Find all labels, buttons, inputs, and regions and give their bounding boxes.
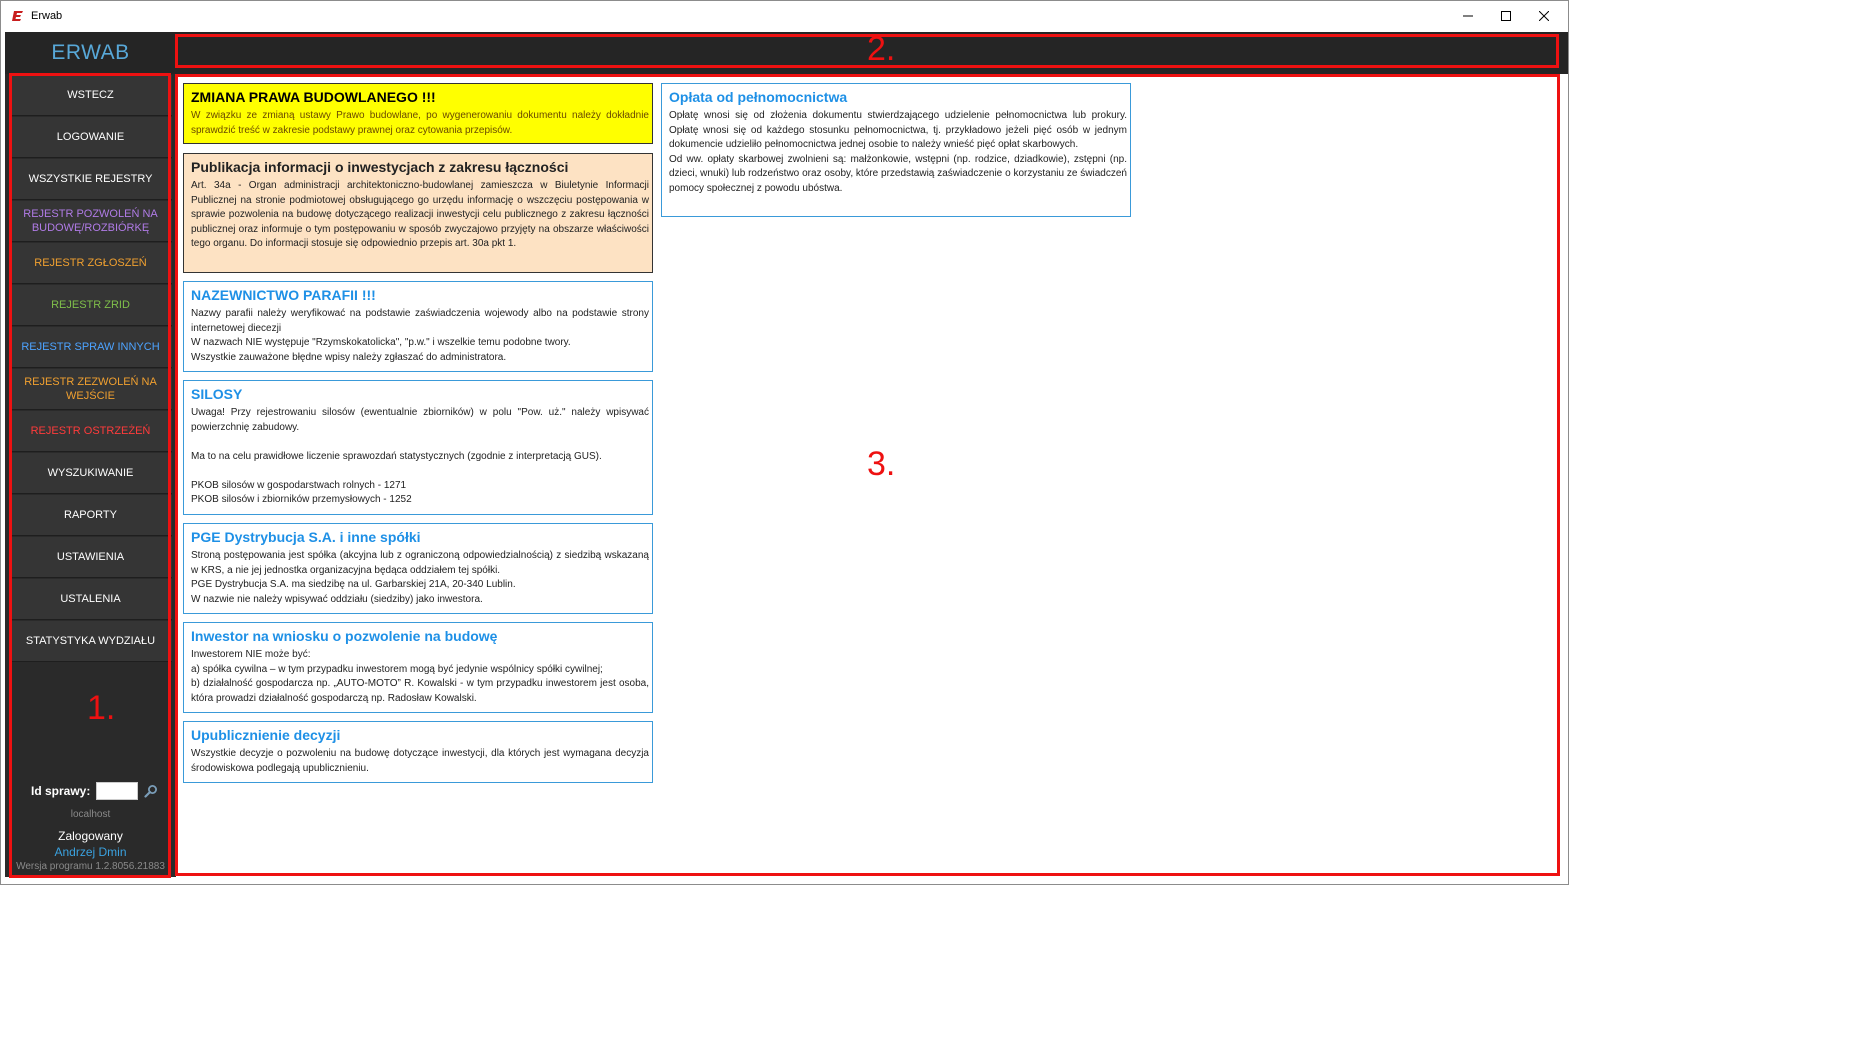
notice-line: Wszystkie zauważone błędne wpisy należy zgłaszać do administratora. [191, 351, 507, 363]
logged-in-label: Zalogowany [58, 829, 123, 843]
notice-title: ZMIANA PRAWA BUDOWLANEGO !!! [191, 89, 436, 105]
sidebar-nav [9, 75, 172, 663]
notice-line: Opłatę wnosi się od złożenia dokumentu stwierdzającego udzielenie pełnomocnictwa lub prokury. Opłatę wnosi się od każdego stosunku pełnomocnictwa, tj. przykładowo jeżeli pięć osób w jednym dokumencie udzieliło pełnomocnictwa jednej osobie to należy wnieść pięć opłat skarbowych. [669, 110, 1127, 150]
sidebar-item-rejestr-ostrzezen[interactable]: REJESTR OSTRZEŻEŃ [9, 411, 172, 452]
close-icon [1539, 11, 1549, 21]
notice-publikacja [183, 153, 653, 273]
notice-line: W nazwie nie należy wpisywać oddziału (siedziby) jako inwestora. [191, 593, 483, 605]
notice-body [669, 109, 1127, 196]
annotation-label-3: 3. [867, 445, 896, 483]
minimize-icon [1463, 11, 1473, 21]
notice-line: Stroną postępowania jest spółka (akcyjna lub z ograniczoną odpowiedzialnością) z siedzibą wskazaną w KRS, a nie jej jednostka organizacyjna będąca oddziałem tej spółki. [191, 550, 649, 576]
user-name[interactable]: Andrzej Dmin [54, 845, 127, 859]
erwab-logo-icon [11, 9, 25, 23]
magnifier-icon[interactable] [144, 784, 158, 798]
notice-line: W nazwach NIE występuje "Rzymskokatolicka", "p.w." i wszelkie temu podobne twory. [191, 337, 571, 348]
title-bar[interactable] [1, 1, 1568, 31]
notice-body [191, 648, 649, 706]
notice-line: a) spółka cywilna – w tym przypadku inwestorem mogą być jedynie wspólnicy spółki cywilnej; [191, 663, 603, 675]
notice-body [191, 179, 649, 252]
notice-upublicznienie [183, 721, 653, 783]
maximize-icon [1501, 11, 1511, 21]
window-title: Erwab [31, 10, 63, 22]
notice-line: Uwaga! Przy rejestrowaniu silosów (ewentualnie zbiorników) w polu "Pow. uż." należy wpisywać powierzchnię zabudowy. [191, 407, 649, 433]
notice-line: PKOB silosów w gospodarstwach rolnych - 1271 [191, 479, 407, 491]
notice-body [191, 307, 649, 365]
sidebar-item-wszystkie-rejestry[interactable]: WSZYSTKIE REJESTRY [9, 159, 172, 200]
host-label: localhost [70, 809, 111, 820]
close-button[interactable] [1525, 1, 1563, 31]
minimize-button[interactable] [1449, 1, 1487, 31]
maximize-button[interactable] [1487, 1, 1525, 31]
sidebar-item-rejestr-pozwolen[interactable]: REJESTR POZWOLEŃ NA BUDOWĘ/ROZBIÓRKĘ [9, 201, 172, 242]
notice-title: Inwestor na wniosku o pozwolenie na budowę [191, 628, 498, 644]
notice-line: b) działalność gospodarcza np. „AUTO-MOTO” R. Kowalski - w tym przypadku inwestorem jest osoba, która prowadzi działalność gospodarczą np. Radosław Kowalski. [191, 678, 649, 704]
notice-oplata [661, 83, 1131, 217]
sidebar-item-rejestr-zgloszen[interactable]: REJESTR ZGŁOSZEŃ [9, 243, 172, 284]
annotation-label-1: 1. [87, 689, 116, 727]
notice-body [191, 109, 649, 138]
notice-line: Wszystkie decyzje o pozwoleniu na budowę dotyczące inwestycji, dla których jest wymagana decyzja środowiskowa podlegają upublicznieniu. [191, 748, 649, 774]
notice-title: Upublicznienie decyzji [191, 727, 341, 743]
sidebar-item-rejestr-zezwolen[interactable]: REJESTR ZEZWOLEŃ NA WEJŚCIE [9, 369, 172, 410]
notice-body [191, 747, 649, 776]
case-id-input[interactable] [96, 782, 138, 800]
notice-line: Nazwy parafii należy weryfikować na podstawie zaświadczenia wojewody albo na podstawie strony internetowej diecezji [191, 308, 649, 334]
sidebar-item-statystyka[interactable]: STATYSTYKA WYDZIAŁU [9, 621, 172, 662]
notice-pge [183, 523, 653, 614]
notice-line: Inwestorem NIE może być: [191, 649, 311, 660]
notice-inwestor [183, 622, 653, 713]
sidebar-item-rejestr-zrid[interactable]: REJESTR ZRID [9, 285, 172, 326]
notice-line: Art. 34a - Organ administracji architektoniczno-budowlanej zamieszcza w Biuletynie Informacji Publicznej na stronie podmiotowej obsługującego go urzędu informację o wszczęciu postępowania w sprawie pozwolenia na budowę dotyczącego realizacji inwestycji celu publicznego z zakresu łączności publicznej oraz informuje o tym postępowaniu w sposób zwyczajowo przyjęty na obszarze właściwości tego organu. Do informacji stosuje się odpowiednio przepis art. 30a pkt 1. [191, 180, 649, 249]
sidebar-item-wyszukiwanie[interactable]: WYSZUKIWANIE [9, 453, 172, 494]
sidebar-item-logowanie[interactable]: LOGOWANIE [9, 117, 172, 158]
sidebar-item-ustawienia[interactable]: USTAWIENIA [9, 537, 172, 578]
notice-body [191, 549, 649, 607]
sidebar-item-wstecz[interactable]: WSTECZ [9, 75, 172, 116]
sidebar-item-rejestr-spraw-innych[interactable]: REJESTR SPRAW INNYCH [9, 327, 172, 368]
notice-title: Publikacja informacji o inwestycjach z zakresu łączności [191, 159, 569, 175]
notice-nazewnictwo-parafii [183, 281, 653, 372]
notice-line: Ma to na celu prawidłowe liczenie sprawozdań statystycznych (zgodnie z interpretacją GUS). [191, 450, 602, 462]
notice-line: W związku ze zmianą ustawy Prawo budowlane, po wygenerowaniu dokumentu należy dokładnie sprawdzić treść w zakresie podstawy prawnej oraz cytowania przepisów. [191, 110, 649, 136]
notice-body [191, 406, 649, 508]
notice-line: Od ww. opłaty skarbowej zwolnieni są: małżonkowie, wstępni (np. rodzice, dziadkowie), zstępni (np. dzieci, wnuki) lub rodzeństwo oraz osoby, które przedstawią zaświadczenie o korzystaniu ze świadczeń pomocy społecznej z powodu ubóstwa. [669, 153, 1127, 194]
notice-silosy [183, 380, 653, 515]
sidebar-item-raporty[interactable]: RAPORTY [9, 495, 172, 536]
annotation-label-2: 2. [867, 30, 896, 68]
case-id-label: Id sprawy: [31, 784, 91, 798]
sidebar [5, 32, 176, 877]
brand-title: ERWAB [5, 32, 176, 74]
notice-title: Opłata od pełnomocnictwa [669, 89, 848, 105]
sidebar-item-ustalenia[interactable]: USTALENIA [9, 579, 172, 620]
notice-line: PKOB silosów i zbiorników przemysłowych - 1252 [191, 494, 412, 505]
notice-title: SILOSY [191, 386, 243, 402]
notice-title: NAZEWNICTWO PARAFII !!! [191, 287, 376, 303]
notice-title: PGE Dystrybucja S.A. i inne spółki [191, 529, 421, 545]
version-label: Wersja programu 1.2.8056.21883 [16, 861, 165, 872]
notice-zmiana-prawa [183, 83, 653, 144]
case-id-row [31, 782, 158, 800]
notice-line: PGE Dystrybucja S.A. ma siedzibę na ul. Garbarskiej 21A, 20-340 Lublin. [191, 579, 516, 590]
